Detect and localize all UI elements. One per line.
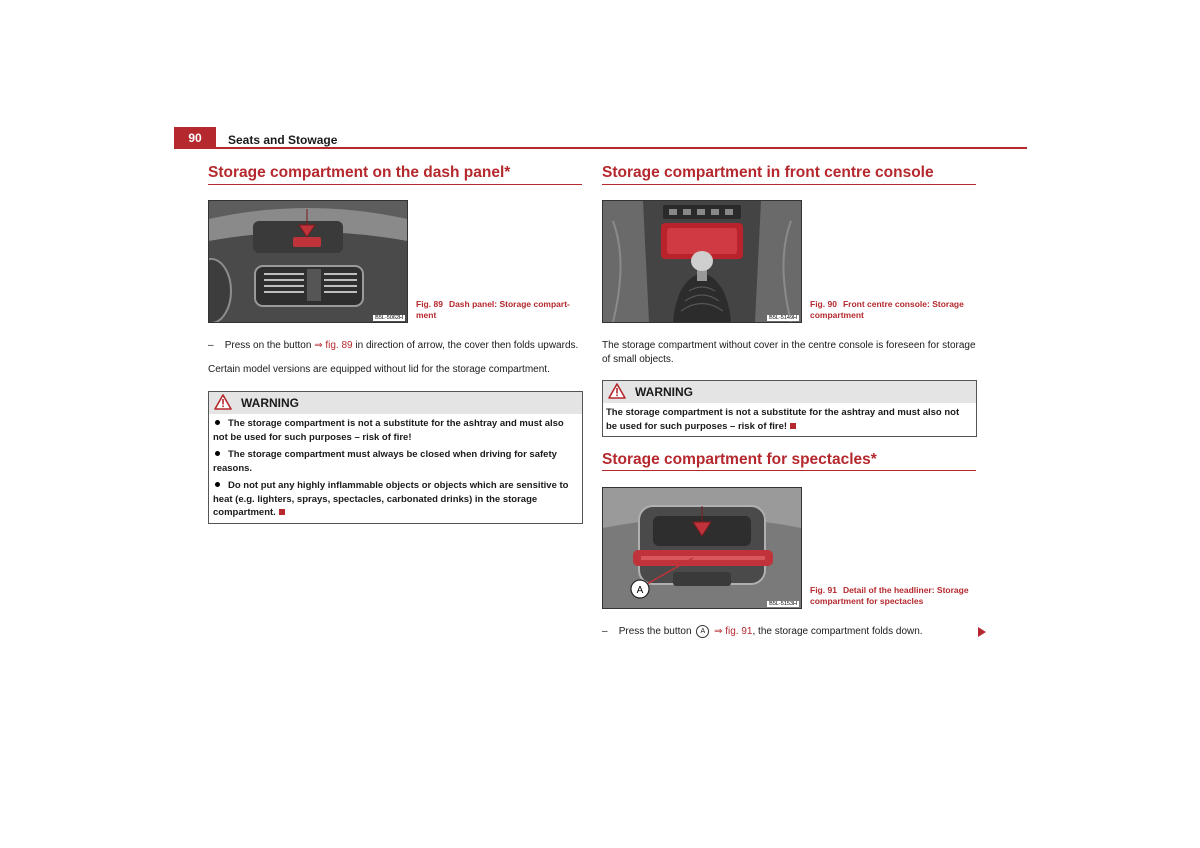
warning-text: The storage compartment is not a substitute for the ashtray and must also not be used for such purposes – risk of fire!: [606, 407, 960, 432]
warning-title: WARNING: [241, 396, 299, 410]
button-a-icon: A: [696, 625, 709, 638]
step-text: Press the button: [618, 626, 692, 638]
warning-body: [603, 403, 976, 436]
console-paragraph: The storage compartment without cover in the centre console is foreseen for storage of small objects.: [602, 340, 976, 365]
figure-90-centre-console: [602, 200, 802, 323]
step-text: , the storage compartment folds down.: [752, 626, 923, 638]
caption-line: Dash panel: Storage compart-: [448, 299, 570, 309]
section-title-dash-panel: Storage compartment on the dash panel*: [208, 164, 511, 181]
warning-body: [209, 414, 582, 523]
section-title-centre-console: Storage compartment in front centre console: [602, 164, 934, 181]
page-number: 90: [174, 127, 216, 149]
figure-89-caption: [416, 299, 581, 321]
section-title-spectacles: Storage compartment for spectacles*: [602, 451, 877, 468]
caption-line: Front centre console: Storage: [842, 299, 964, 309]
section-rule: [602, 470, 976, 471]
figure-reference-link[interactable]: ⇒ fig. 89: [314, 340, 353, 351]
section-rule: [208, 184, 582, 185]
figure-reference-link[interactable]: ⇒ fig. 91: [714, 626, 753, 638]
warning-item: [213, 479, 578, 520]
continue-arrow-icon: [978, 627, 986, 637]
note-paragraph: Certain model versions are equipped without lid for the storage compartment.: [208, 364, 550, 375]
warning-title: WARNING: [635, 385, 693, 399]
figure-91-headliner: [602, 487, 802, 609]
instruction-step: [602, 625, 962, 639]
bullet-icon: [215, 482, 220, 487]
step-text: in direction of arrow, the cover then folds upwards.: [355, 340, 579, 351]
warning-header: [209, 392, 582, 414]
warning-item-text: The storage compartment is not a substitute for the ashtray and must also not be used for such purposes – risk of fire!: [213, 418, 564, 443]
figure-code: B5L-5153H: [769, 601, 797, 607]
warning-item: [213, 448, 578, 475]
warning-triangle-icon: [214, 394, 232, 413]
figure-code: B5L-5149H: [769, 315, 797, 321]
figure-label: Fig. 91: [810, 585, 837, 595]
end-of-section-icon: [790, 423, 796, 429]
figure-91-caption: [810, 585, 980, 607]
figure-90-caption: [810, 299, 980, 321]
caption-line: ment: [416, 310, 437, 320]
step-text: Press on the button: [224, 340, 312, 351]
warning-box: [208, 391, 583, 524]
end-of-section-icon: [279, 509, 285, 515]
figure-label: Fig. 89: [416, 299, 443, 309]
caption-line: compartment: [810, 310, 864, 320]
bullet-icon: [215, 420, 220, 425]
step-dash: –: [208, 340, 214, 351]
warning-header: [603, 381, 976, 403]
figure-label: Fig. 90: [810, 299, 837, 309]
warning-item: [213, 417, 578, 444]
figure-89-dash-panel: [208, 200, 408, 323]
header-rule: [216, 147, 1027, 149]
warning-item-text: Do not put any highly inflammable objects or objects which are sensitive to heat (e.g. lighters, sprays, spectacles, carbonated drinks) in the storage compartment.: [213, 480, 569, 518]
chapter-title: Seats and Stowage: [228, 133, 338, 147]
warning-box: [602, 380, 977, 437]
warning-triangle-icon: [608, 383, 626, 402]
figure-marker-a: A: [636, 585, 644, 596]
section-rule: [602, 184, 976, 185]
warning-item-text: The storage compartment must always be closed when driving for safety reasons.: [213, 449, 557, 474]
figure-code: B5L-5062H: [375, 315, 403, 321]
caption-line: compartment for spectacles: [810, 596, 924, 606]
caption-line: Detail of the headliner: Storage: [842, 585, 969, 595]
step-dash: –: [602, 626, 608, 638]
bullet-icon: [215, 451, 220, 456]
instruction-step: [208, 339, 582, 353]
